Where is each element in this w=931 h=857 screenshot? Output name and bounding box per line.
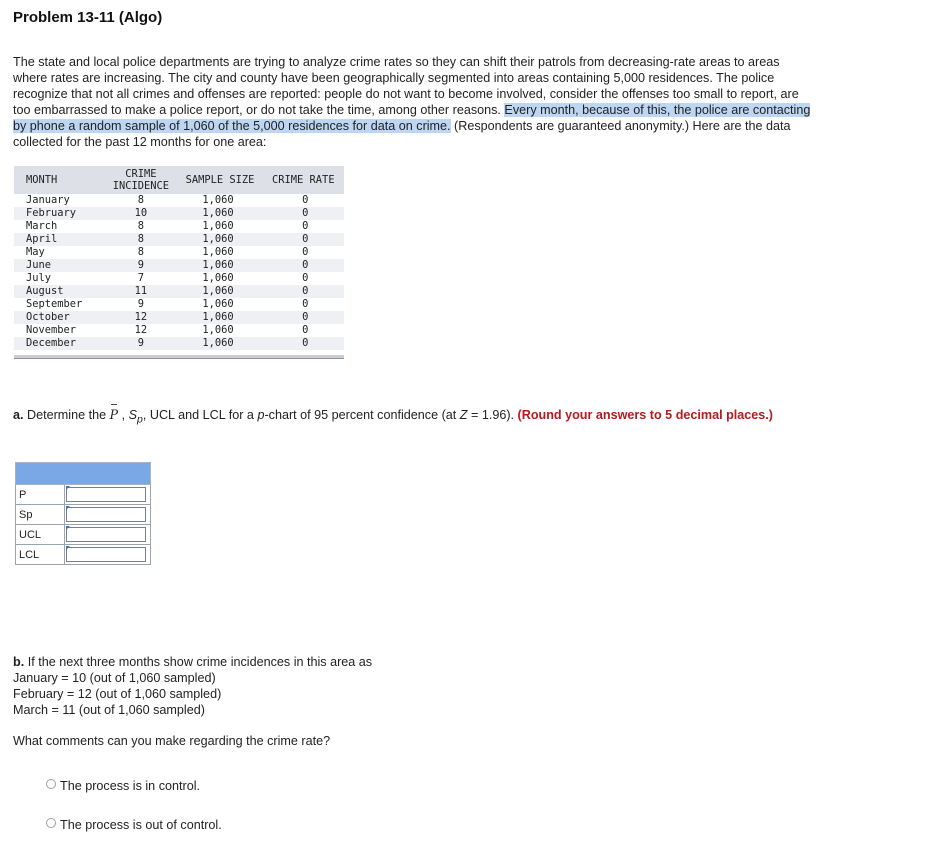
part-b-january: January = 10 (out of 1,060 sampled): [13, 671, 216, 685]
incidence-cell: 8: [137, 246, 144, 258]
sample-size-cell: 1,060: [202, 194, 234, 206]
sample-size-cell: 1,060: [175, 233, 264, 246]
sp-symbol: S: [128, 408, 138, 422]
crime-rate-cell: 0: [265, 285, 344, 298]
part-b-february: February = 12 (out of 1,060 sampled): [13, 687, 222, 701]
table-row: [14, 246, 344, 259]
incidence-cell: 9: [137, 298, 144, 310]
table-row: [14, 337, 344, 350]
sample-size-cell: 1,060: [202, 272, 234, 284]
part-b-march: March = 11 (out of 1,060 sampled): [13, 703, 205, 717]
answer-row-sp: [16, 505, 151, 525]
header-crime-rate: CRIME RATE: [265, 166, 344, 194]
table-row: [14, 272, 344, 285]
sample-size-cell: 1,060: [175, 285, 264, 298]
table-footer-bar: [14, 355, 344, 359]
month-cell: April: [14, 233, 106, 246]
header-month: MONTH: [14, 166, 106, 194]
month-cell: January: [26, 194, 70, 206]
sample-size-cell: 1,060: [175, 259, 264, 272]
answer-label-lcl: LCL: [16, 545, 65, 565]
p-chart-symbol: p: [257, 408, 265, 422]
answer-row-lcl: [16, 545, 151, 565]
answer-table: [15, 462, 151, 565]
incidence-cell: 12: [134, 324, 148, 336]
month-cell: July: [26, 272, 52, 284]
part-a-text: ,: [118, 408, 129, 422]
p-bar-input[interactable]: [66, 487, 146, 502]
month-cell: June: [14, 259, 106, 272]
part-b-question: [13, 654, 372, 718]
incidence-cell: 7: [137, 272, 144, 284]
sample-size-cell: 1,060: [202, 220, 234, 232]
radio-button[interactable]: [46, 779, 56, 789]
month-cell: August: [14, 285, 106, 298]
crime-data-table: [14, 166, 344, 350]
part-a-label: a.: [13, 408, 24, 422]
answer-table-header: [16, 463, 151, 485]
crime-rate-cell: 0: [302, 298, 309, 310]
crime-rate-cell: 0: [265, 207, 344, 220]
radio-button[interactable]: [46, 818, 56, 828]
crime-rate-cell: 0: [265, 259, 344, 272]
table-row: [14, 194, 344, 207]
incidence-cell: 11: [106, 285, 175, 298]
incidence-cell: 8: [137, 194, 144, 206]
option-out-of-control[interactable]: [46, 818, 222, 832]
input-marker-icon: [66, 486, 70, 490]
option-in-control[interactable]: [46, 779, 200, 793]
sample-size-cell: 1,060: [202, 298, 234, 310]
table-row: [14, 311, 344, 324]
sample-size-cell: 1,060: [175, 337, 264, 350]
month-cell: May: [26, 246, 45, 258]
table-row: [14, 285, 344, 298]
table-header-row: [14, 166, 344, 194]
part-a-text: -chart of 95 percent confidence (at: [264, 408, 460, 422]
part-b-label: b.: [13, 655, 25, 669]
crime-rate-cell: 0: [302, 246, 309, 258]
answer-row-p: [16, 485, 151, 505]
option-label: The process is out of control.: [60, 818, 222, 832]
problem-title: Problem 13-11 (Algo): [13, 9, 163, 26]
crime-rate-cell: 0: [302, 324, 309, 336]
crime-rate-cell: 0: [265, 311, 344, 324]
rounding-instruction: (Round your answers to 5 decimal places.): [517, 408, 773, 422]
answer-label-ucl: UCL: [16, 525, 65, 545]
answer-row-ucl: [16, 525, 151, 545]
sp-subscript: p: [137, 413, 143, 426]
crime-rate-cell: 0: [265, 337, 344, 350]
answer-label-p: P: [16, 485, 65, 505]
month-cell: November: [26, 324, 77, 336]
crime-rate-cell: 0: [265, 233, 344, 246]
sp-input[interactable]: [66, 507, 146, 522]
part-a-question: [13, 405, 803, 430]
intro-text: The state and local police departments are trying to analyze crime rates so they can shift their patrols from decreasing-rate areas to areas where rates are increasing. The city and county have been geographically segmented into areas containing 5,000 residences. The police recognize that not all crimes and offenses are reported: people do not want to become involved, consider the offenses too small to report, are too embarrassed to make a police report, or do not take the time, among other reasons.: [13, 55, 799, 117]
part-a-text: , UCL and LCL for a: [142, 408, 258, 422]
incidence-cell: 9: [106, 337, 175, 350]
month-cell: September: [26, 298, 83, 310]
intro-text-end: (Respondents are guaranteed anonymity.) Here are the data collected for the past 12 months for one area:: [13, 119, 791, 149]
answer-label-sp: Sp: [16, 505, 65, 525]
part-a-text: = 1.96).: [467, 408, 518, 422]
lcl-input[interactable]: [66, 547, 146, 562]
incidence-cell: 9: [106, 259, 175, 272]
crime-rate-cell: 0: [302, 194, 309, 206]
table-row: [14, 220, 344, 233]
sample-size-cell: 1,060: [175, 311, 264, 324]
input-marker-icon: [66, 526, 70, 530]
sample-size-cell: 1,060: [202, 246, 234, 258]
month-cell: October: [14, 311, 106, 324]
sample-size-cell: 1,060: [175, 207, 264, 220]
z-symbol: Z: [459, 408, 468, 422]
header-sample-size: SAMPLE SIZE: [175, 166, 264, 194]
month-cell: March: [26, 220, 58, 232]
table-row: [14, 233, 344, 246]
table-row: [14, 324, 344, 337]
incidence-cell: 12: [106, 311, 175, 324]
month-cell: February: [14, 207, 106, 220]
crime-rate-cell: 0: [302, 220, 309, 232]
input-marker-icon: [66, 506, 70, 510]
input-marker-icon: [66, 546, 70, 550]
option-label: The process is in control.: [60, 779, 200, 793]
highlighted-text: Every month, because of this, the police are contacting by phone a random sample of 1,060 of the 5,000 residences for data on crime.: [13, 103, 811, 133]
part-b-intro: If the next three months show crime incidences in this area as: [24, 655, 373, 669]
incidence-cell: 10: [106, 207, 175, 220]
p-bar-symbol: P: [109, 407, 119, 422]
crime-rate-cell: 0: [302, 272, 309, 284]
table-row: [14, 298, 344, 311]
table-row: [14, 259, 344, 272]
incidence-cell: 8: [137, 220, 144, 232]
ucl-input[interactable]: [66, 527, 146, 542]
part-b-prompt: What comments can you make regarding the crime rate?: [13, 734, 331, 748]
month-cell: December: [14, 337, 106, 350]
sample-size-cell: 1,060: [202, 324, 234, 336]
part-a-text: Determine the: [23, 408, 110, 422]
header-crime-incidence: CRIME INCIDENCE: [106, 166, 175, 194]
table-row: [14, 207, 344, 220]
incidence-cell: 8: [106, 233, 175, 246]
problem-description: [13, 54, 813, 150]
